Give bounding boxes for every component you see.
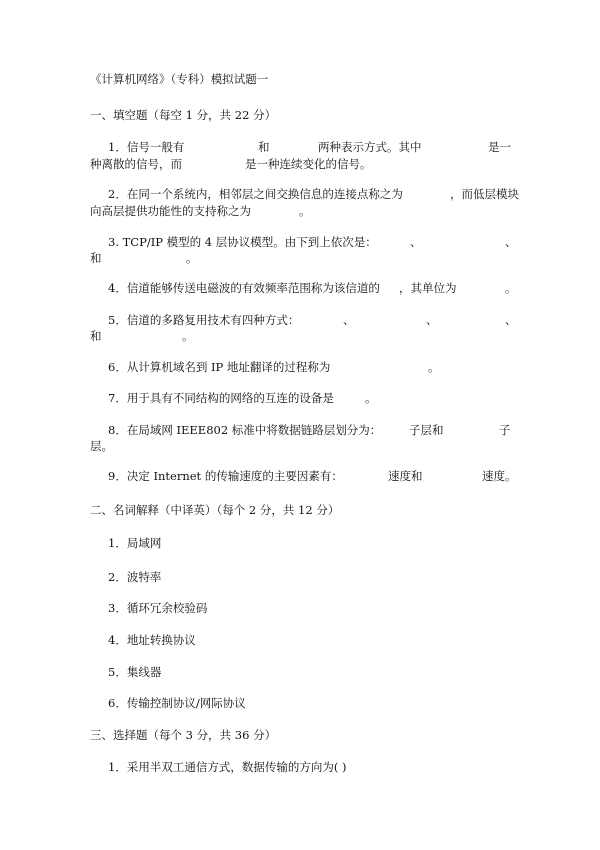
section-heading-choice: 三、选择题（每个 3 分，共 36 分） [90,728,277,742]
choice-question-1: 1．采用半双工通信方式，数据传输的方向为( ) [108,760,347,774]
list-item: 1．局域网 [108,536,162,550]
list-item: 5．集线器 [108,665,162,679]
section-heading-fill: 一、填空题（每空 1 分，共 22 分） [90,108,277,122]
list-item: 4．地址转换协议 [108,633,196,647]
list-item: 6．传输控制协议/网际协议 [108,696,246,710]
exam-title: 《计算机网络》（专科）模拟试题一 [90,72,269,86]
list-item: 2．波特率 [108,570,162,584]
list-item: 3．循环冗余校验码 [108,601,208,615]
exam-page: 《计算机网络》（专科）模拟试题一 一、填空题（每空 1 分，共 22 分） 1．信号一般有 和 两种表示方式。其中 是一 种离散的信号，而 是一种连续变化的信号。 2．在同一个系统内，相邻层之间交换信息的连接点称之为 ，而低层模块 向高层提供功能性的支持称之为 。 3. TCP/IP 模型的 4 层协议模型。由下到上依次是： 、 、 和 。 4．信道能够传送电磁波的有效频率范围称为该信道的 ，其单位为 。 5．信道的多路复用技术有四种方式： 、 、 、 和 。 6．从计算机域名到 IP 地址翻译的过程称为 。 7．用于具有不同结构的网络的互连的设备是 。 8．在局域网 IEEE802 标准中将数据链路层划分为： 子层和 子 层。 9．决定 Internet 的传输速度的主要因素有： 速度和 速度。 二、名词解释（中译英）（每个 2 分，共 12 分） 1．局域网 2．波特率 3．循环冗余校验码 4．地址转换协议 5．集线器 6．传输控制协议/网际协议 三、选择题（每个 3 分，共 36 分） 1．采用半双工通信方式，数据传输的方向为( ) [90,72,519,774]
section-heading-terms: 二、名词解释（中译英）（每个 2 分，共 12 分） [90,503,340,517]
